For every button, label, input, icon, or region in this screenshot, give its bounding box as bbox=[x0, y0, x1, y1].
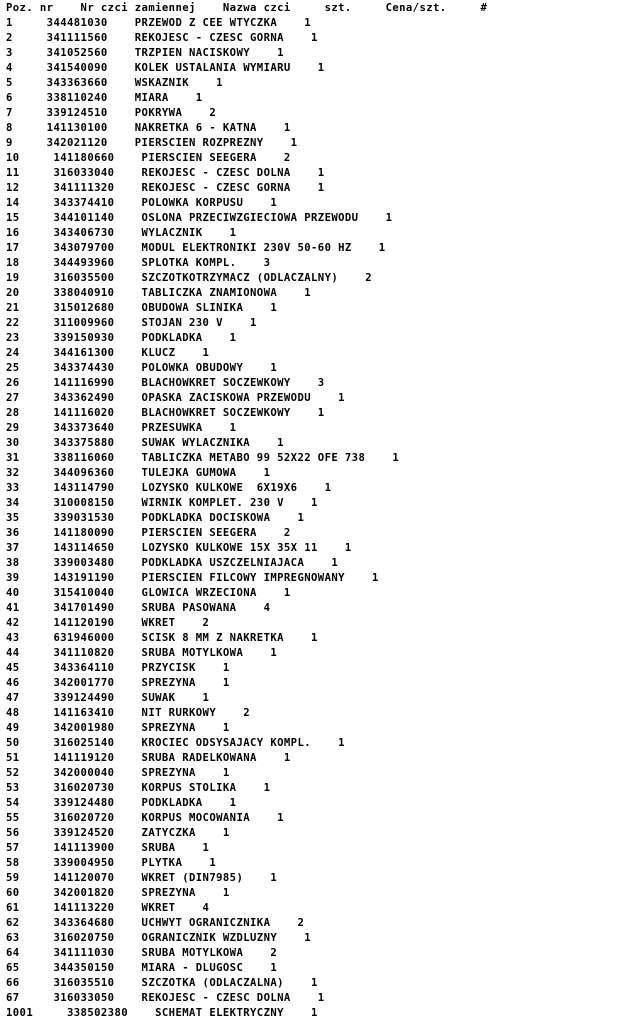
part-line: 31 338116060 TABLICZKA METABO 99 52X22 OFE 738 1 bbox=[6, 452, 400, 464]
part-line: 40 315410040 GLOWICA WRZECIONA 1 bbox=[6, 587, 291, 599]
part-line: 65 344350150 MIARA - DLUGOSC 1 bbox=[6, 962, 278, 974]
part-line: 52 342000040 SPREZYNA 1 bbox=[6, 767, 230, 779]
part-line: 36 141180090 PIERSCIEN SEEGERA 2 bbox=[6, 527, 291, 539]
parts-listing bbox=[6, 1, 487, 1021]
part-line: 33 143114790 LOZYSKO KULKOWE 6X19X6 1 bbox=[6, 482, 332, 494]
part-line: 61 141113220 WKRET 4 bbox=[6, 902, 210, 914]
part-line: 44 341110820 SRUBA MOTYLKOWA 1 bbox=[6, 647, 278, 659]
part-line: 63 316020750 OGRANICZNIK WZDLUZNY 1 bbox=[6, 932, 312, 944]
part-line: 15 344101140 OSLONA PRZECIWZGIECIOWA PRZEWODU 1 bbox=[6, 212, 393, 224]
part-line: 3 341052560 TRZPIEN NACISKOWY 1 bbox=[6, 47, 284, 59]
part-line: 67 316033050 REKOJESC - CZESC DOLNA 1 bbox=[6, 992, 325, 1004]
part-line: 41 341701490 SRUBA PASOWANA 4 bbox=[6, 602, 271, 614]
part-line: 25 343374430 POLOWKA OBUDOWY 1 bbox=[6, 362, 278, 374]
part-line: 59 141120070 WKRET (DIN7985) 1 bbox=[6, 872, 278, 884]
part-line: 30 343375880 SUWAK WYLACZNIKA 1 bbox=[6, 437, 284, 449]
part-line: 34 310008150 WIRNIK KOMPLET. 230 V 1 bbox=[6, 497, 318, 509]
part-line: 5 343363660 WSKAZNIK 1 bbox=[6, 77, 223, 89]
part-line: 12 341111320 REKOJESC - CZESC GORNA 1 bbox=[6, 182, 325, 194]
part-line: 6 338110240 MIARA 1 bbox=[6, 92, 203, 104]
part-line: 21 315012680 OBUDOWA SLINIKA 1 bbox=[6, 302, 278, 314]
part-line: 43 631946000 SCISK 8 MM Z NAKRETKA 1 bbox=[6, 632, 318, 644]
part-line: 1 344481030 PRZEWOD Z CEE WTYCZKA 1 bbox=[6, 17, 312, 29]
listing-header: Poz. nr Nr czci zamiennej Nazwa czci szt. Cena/szt. # bbox=[6, 2, 488, 14]
part-line: 20 338040910 TABLICZKA ZNAMIONOWA 1 bbox=[6, 287, 312, 299]
part-line: 7 339124510 POKRYWA 2 bbox=[6, 107, 217, 119]
part-line: 54 339124480 PODKLADKA 1 bbox=[6, 797, 237, 809]
part-line: 23 339150930 PODKLADKA 1 bbox=[6, 332, 237, 344]
part-line: 11 316033040 REKOJESC - CZESC DOLNA 1 bbox=[6, 167, 325, 179]
part-line: 17 343079700 MODUL ELEKTRONIKI 230V 50-60 HZ 1 bbox=[6, 242, 386, 254]
part-line: 50 316025140 KROCIEC ODSYSAJACY KOMPL. 1 bbox=[6, 737, 345, 749]
part-line: 29 343373640 PRZESUWKA 1 bbox=[6, 422, 237, 434]
part-line: 60 342001820 SPREZYNA 1 bbox=[6, 887, 230, 899]
part-line: 35 339031530 PODKLADKA DOCISKOWA 1 bbox=[6, 512, 305, 524]
part-line: 8 141130100 NAKRETKA 6 - KATNA 1 bbox=[6, 122, 291, 134]
part-line: 37 143114650 LOZYSKO KULKOWE 15X 35X 11 1 bbox=[6, 542, 352, 554]
part-line: 10 141180660 PIERSCIEN SEEGERA 2 bbox=[6, 152, 291, 164]
part-line: 22 311009960 STOJAN 230 V 1 bbox=[6, 317, 257, 329]
part-line: 42 141120190 WKRET 2 bbox=[6, 617, 210, 629]
part-line: 62 343364680 UCHWYT OGRANICZNIKA 2 bbox=[6, 917, 305, 929]
part-line: 9 342021120 PIERSCIEN ROZPREZNY 1 bbox=[6, 137, 298, 149]
part-line: 24 344161300 KLUCZ 1 bbox=[6, 347, 210, 359]
part-line: 4 341540090 KOLEK USTALANIA WYMIARU 1 bbox=[6, 62, 325, 74]
part-line: 45 343364110 PRZYCISK 1 bbox=[6, 662, 230, 674]
part-line: 38 339003480 PODKLADKA USZCZELNIAJACA 1 bbox=[6, 557, 339, 569]
part-line: 53 316020730 KORPUS STOLIKA 1 bbox=[6, 782, 271, 794]
part-line: 14 343374410 POLOWKA KORPUSU 1 bbox=[6, 197, 278, 209]
part-line: 47 339124490 SUWAK 1 bbox=[6, 692, 210, 704]
part-line: 16 343406730 WYLACZNIK 1 bbox=[6, 227, 237, 239]
part-line: 57 141113900 SRUBA 1 bbox=[6, 842, 210, 854]
part-line: 32 344096360 TULEJKA GUMOWA 1 bbox=[6, 467, 271, 479]
part-line: 51 141119120 SRUBA RADELKOWANA 1 bbox=[6, 752, 291, 764]
part-line: 1001 338502380 SCHEMAT ELEKTRYCZNY 1 bbox=[6, 1007, 318, 1019]
part-line: 27 343362490 OPASKA ZACISKOWA PRZEWODU 1 bbox=[6, 392, 345, 404]
part-line: 56 339124520 ZATYCZKA 1 bbox=[6, 827, 230, 839]
part-line: 64 341111030 SRUBA MOTYLKOWA 2 bbox=[6, 947, 278, 959]
part-line: 2 341111560 REKOJESC - CZESC GORNA 1 bbox=[6, 32, 318, 44]
part-line: 66 316035510 SZCZOTKA (ODLACZALNA) 1 bbox=[6, 977, 318, 989]
part-line: 19 316035500 SZCZOTKOTRZYMACZ (ODLACZALNY) 2 bbox=[6, 272, 373, 284]
part-line: 28 141116020 BLACHOWKRET SOCZEWKOWY 1 bbox=[6, 407, 325, 419]
part-line: 48 141163410 NIT RURKOWY 2 bbox=[6, 707, 251, 719]
part-line: 46 342001770 SPREZYNA 1 bbox=[6, 677, 230, 689]
part-line: 58 339004950 PLYTKA 1 bbox=[6, 857, 217, 869]
part-line: 39 143191190 PIERSCIEN FILCOWY IMPREGNOWANY 1 bbox=[6, 572, 379, 584]
part-line: 26 141116990 BLACHOWKRET SOCZEWKOWY 3 bbox=[6, 377, 325, 389]
part-line: 49 342001980 SPREZYNA 1 bbox=[6, 722, 230, 734]
part-line: 18 344493960 SPLOTKA KOMPL. 3 bbox=[6, 257, 271, 269]
part-line: 55 316020720 KORPUS MOCOWANIA 1 bbox=[6, 812, 284, 824]
